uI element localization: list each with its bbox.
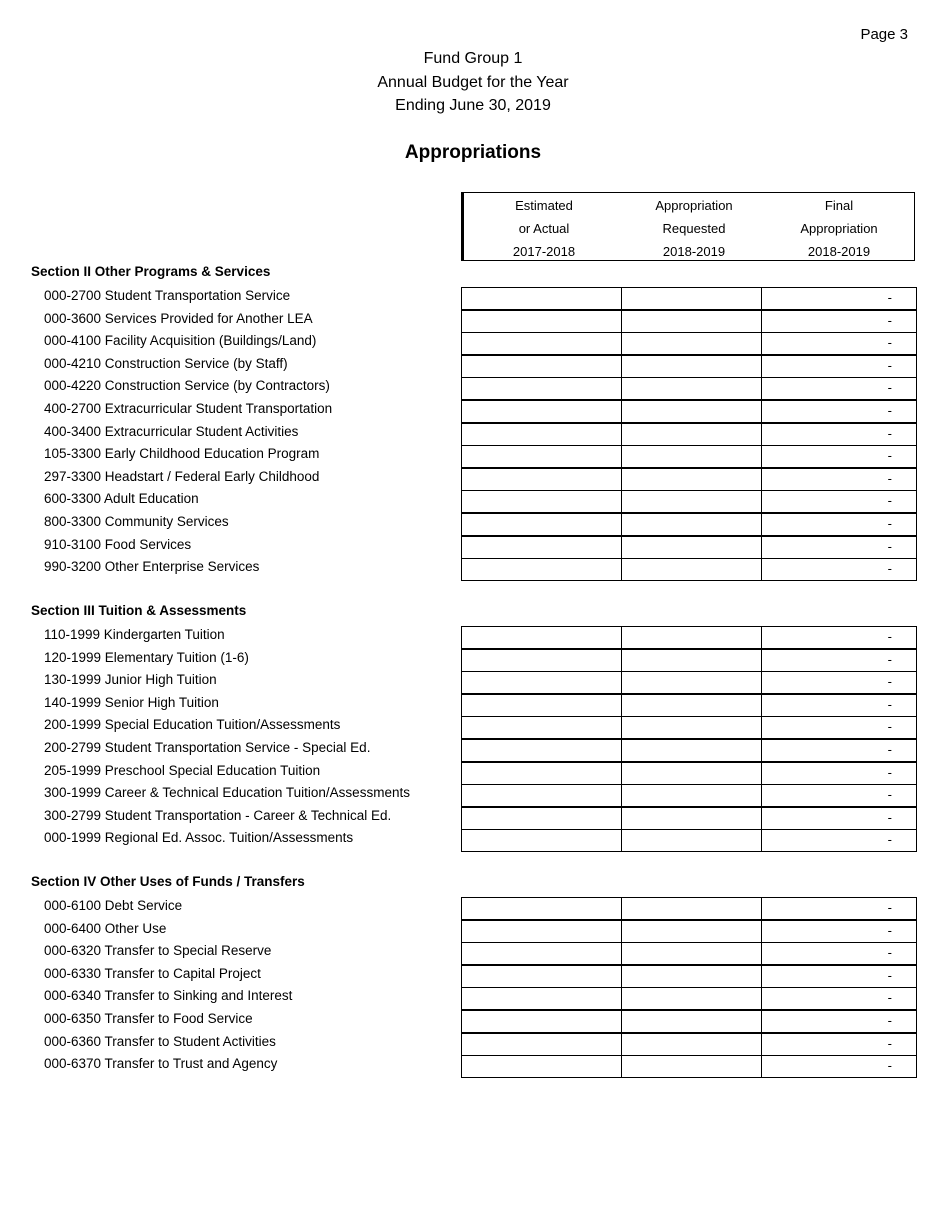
requested-cell[interactable] bbox=[622, 966, 762, 987]
row-cells bbox=[461, 377, 917, 400]
estimated-cell[interactable] bbox=[462, 491, 622, 512]
row-cells bbox=[461, 920, 917, 943]
row-cells bbox=[461, 490, 917, 513]
final-appropriation-cell[interactable]: - bbox=[887, 335, 892, 351]
budget-row bbox=[0, 310, 950, 333]
estimated-cell[interactable] bbox=[462, 559, 622, 580]
final-appropriation-cell[interactable]: - bbox=[887, 1035, 892, 1051]
estimated-cell[interactable] bbox=[462, 650, 622, 671]
row-cells bbox=[461, 332, 917, 355]
requested-cell[interactable] bbox=[622, 627, 762, 648]
final-appropriation-cell[interactable]: - bbox=[887, 290, 892, 305]
row-cells bbox=[461, 310, 917, 333]
row-cells bbox=[461, 468, 917, 491]
requested-cell[interactable] bbox=[622, 650, 762, 671]
final-appropriation-cell[interactable]: - bbox=[887, 990, 892, 1006]
budget-row bbox=[0, 445, 950, 468]
requested-cell[interactable] bbox=[622, 333, 762, 354]
column-header-requested bbox=[624, 193, 764, 260]
header-line-3: Ending June 30, 2019 bbox=[395, 97, 551, 114]
row-cells bbox=[461, 1010, 917, 1033]
row-cells bbox=[461, 739, 917, 762]
row-cells bbox=[461, 987, 917, 1010]
estimated-cell[interactable] bbox=[462, 921, 622, 942]
row-label: 297-3300 Headstart / Federal Early Childhood bbox=[44, 468, 320, 484]
final-appropriation-cell[interactable]: - bbox=[887, 312, 892, 328]
final-appropriation-cell[interactable]: - bbox=[887, 945, 892, 961]
requested-cell[interactable] bbox=[622, 1011, 762, 1032]
row-label: 300-2799 Student Transportation - Career & Technical Ed. bbox=[44, 807, 392, 823]
row-cells bbox=[461, 649, 917, 672]
requested-cell[interactable] bbox=[622, 311, 762, 332]
final-appropriation-cell[interactable]: - bbox=[887, 561, 892, 577]
budget-row bbox=[0, 287, 950, 310]
row-label: 990-3200 Other Enterprise Services bbox=[44, 559, 260, 575]
budget-row bbox=[0, 965, 950, 988]
row-cells bbox=[461, 536, 917, 559]
final-appropriation-cell[interactable]: - bbox=[887, 448, 892, 464]
final-appropriation-cell[interactable]: - bbox=[887, 832, 892, 848]
requested-cell[interactable] bbox=[622, 695, 762, 716]
row-cells bbox=[461, 897, 917, 920]
budget-row bbox=[0, 513, 950, 536]
estimated-cell[interactable] bbox=[462, 514, 622, 535]
requested-cell[interactable] bbox=[622, 808, 762, 829]
row-cells bbox=[461, 762, 917, 785]
requested-cell[interactable] bbox=[622, 378, 762, 399]
column-header-line: Estimated bbox=[515, 198, 573, 213]
row-cells bbox=[461, 965, 917, 988]
budget-row bbox=[0, 784, 950, 807]
header-line-1: Fund Group 1 bbox=[423, 50, 523, 67]
requested-cell[interactable] bbox=[622, 1056, 762, 1077]
final-appropriation-cell[interactable]: - bbox=[887, 787, 892, 803]
page-number: Page 3 bbox=[860, 26, 908, 43]
row-label: 200-2799 Student Transportation Service - Special Ed. bbox=[44, 740, 371, 755]
estimated-cell[interactable] bbox=[462, 627, 622, 648]
requested-cell[interactable] bbox=[622, 469, 762, 490]
budget-row bbox=[0, 649, 950, 672]
estimated-cell[interactable] bbox=[462, 537, 622, 558]
requested-cell[interactable] bbox=[622, 763, 762, 784]
row-label: 130-1999 Junior High Tuition bbox=[44, 672, 217, 688]
budget-row bbox=[0, 423, 950, 446]
requested-cell[interactable] bbox=[622, 491, 762, 512]
estimated-cell[interactable] bbox=[462, 763, 622, 784]
final-appropriation-cell[interactable]: - bbox=[887, 516, 892, 531]
row-cells bbox=[461, 513, 917, 536]
row-label: 000-6340 Transfer to Sinking and Interest bbox=[44, 988, 293, 1004]
estimated-cell[interactable] bbox=[462, 378, 622, 399]
column-header-line: Appropriation bbox=[800, 221, 878, 236]
row-label: 105-3300 Early Childhood Education Program bbox=[44, 446, 320, 462]
estimated-cell[interactable] bbox=[462, 1011, 622, 1032]
requested-cell[interactable] bbox=[622, 988, 762, 1009]
budget-row bbox=[0, 377, 950, 400]
estimated-cell[interactable] bbox=[462, 401, 622, 422]
budget-row bbox=[0, 942, 950, 965]
column-header-line: Requested bbox=[662, 221, 726, 236]
row-cells bbox=[461, 355, 917, 378]
budget-row bbox=[0, 1033, 950, 1056]
estimated-cell[interactable] bbox=[462, 717, 622, 738]
requested-cell[interactable] bbox=[622, 740, 762, 761]
row-cells bbox=[461, 829, 917, 852]
estimated-cell[interactable] bbox=[462, 469, 622, 490]
final-appropriation-cell[interactable]: - bbox=[887, 470, 892, 486]
row-label: 000-2700 Student Transportation Service bbox=[44, 288, 291, 303]
final-appropriation-cell[interactable]: - bbox=[887, 696, 892, 712]
budget-row bbox=[0, 355, 950, 378]
requested-cell[interactable] bbox=[622, 559, 762, 580]
estimated-cell[interactable] bbox=[462, 740, 622, 761]
row-label: 800-3300 Community Services bbox=[44, 514, 229, 529]
requested-cell[interactable] bbox=[622, 514, 762, 535]
column-header-line: Final bbox=[824, 198, 854, 213]
budget-row bbox=[0, 626, 950, 649]
final-appropriation-cell[interactable]: - bbox=[887, 629, 892, 644]
page-title: Appropriations bbox=[404, 142, 542, 163]
budget-row bbox=[0, 671, 950, 694]
budget-row bbox=[0, 920, 950, 943]
budget-row bbox=[0, 536, 950, 559]
row-label: 600-3300 Adult Education bbox=[44, 491, 199, 507]
requested-cell[interactable] bbox=[622, 356, 762, 377]
row-label: 000-3600 Services Provided for Another LEA bbox=[44, 310, 313, 326]
requested-cell[interactable] bbox=[622, 672, 762, 693]
final-appropriation-cell[interactable]: - bbox=[887, 1058, 892, 1074]
row-label: 000-6320 Transfer to Special Reserve bbox=[44, 943, 272, 959]
final-appropriation-cell[interactable]: - bbox=[887, 493, 892, 509]
budget-row bbox=[0, 1010, 950, 1033]
final-appropriation-cell[interactable]: - bbox=[887, 922, 892, 938]
estimated-cell[interactable] bbox=[462, 672, 622, 693]
final-appropriation-cell[interactable]: - bbox=[887, 403, 892, 418]
requested-cell[interactable] bbox=[622, 785, 762, 806]
budget-row bbox=[0, 332, 950, 355]
budget-row bbox=[0, 987, 950, 1010]
section-title: Section III Tuition & Assessments bbox=[31, 603, 247, 618]
row-label: 000-6360 Transfer to Student Activities bbox=[44, 1033, 276, 1049]
estimated-cell[interactable] bbox=[462, 424, 622, 445]
final-appropriation-cell[interactable]: - bbox=[887, 538, 892, 554]
row-label: 140-1999 Senior High Tuition bbox=[44, 694, 219, 710]
estimated-cell[interactable] bbox=[462, 785, 622, 806]
row-cells bbox=[461, 671, 917, 694]
final-appropriation-cell[interactable]: - bbox=[887, 651, 892, 667]
requested-cell[interactable] bbox=[622, 446, 762, 467]
requested-cell[interactable] bbox=[622, 921, 762, 942]
final-appropriation-cell[interactable]: - bbox=[887, 1013, 892, 1028]
row-cells bbox=[461, 784, 917, 807]
final-appropriation-cell[interactable]: - bbox=[887, 357, 892, 373]
requested-cell[interactable] bbox=[622, 943, 762, 964]
row-label: 400-2700 Extracurricular Student Transportation bbox=[44, 401, 333, 416]
requested-cell[interactable] bbox=[622, 424, 762, 445]
column-header-line: Appropriation bbox=[655, 198, 733, 213]
row-label: 300-1999 Career & Technical Education Tuition/Assessments bbox=[44, 785, 410, 801]
requested-cell[interactable] bbox=[622, 537, 762, 558]
final-appropriation-cell[interactable]: - bbox=[887, 674, 892, 690]
final-appropriation-cell[interactable]: - bbox=[887, 425, 892, 441]
row-label: 110-1999 Kindergarten Tuition bbox=[44, 627, 225, 642]
row-label: 000-4100 Facility Acquisition (Buildings/Land) bbox=[44, 333, 317, 349]
row-label: 400-3400 Extracurricular Student Activities bbox=[44, 423, 299, 439]
final-appropriation-cell[interactable]: - bbox=[887, 967, 892, 983]
header-line-2: Annual Budget for the Year bbox=[377, 73, 569, 91]
row-cells bbox=[461, 445, 917, 468]
row-label: 000-6400 Other Use bbox=[44, 920, 167, 936]
row-cells bbox=[461, 716, 917, 739]
budget-row bbox=[0, 762, 950, 785]
estimated-cell[interactable] bbox=[462, 333, 622, 354]
estimated-cell[interactable] bbox=[462, 356, 622, 377]
column-header-line: 2018-2019 bbox=[807, 244, 871, 259]
row-cells bbox=[461, 423, 917, 446]
requested-cell[interactable] bbox=[622, 1034, 762, 1055]
budget-row bbox=[0, 897, 950, 920]
estimated-cell[interactable] bbox=[462, 446, 622, 467]
budget-row bbox=[0, 694, 950, 717]
final-appropriation-cell[interactable]: - bbox=[887, 742, 892, 757]
estimated-cell[interactable] bbox=[462, 288, 622, 309]
row-label: 000-6370 Transfer to Trust and Agency bbox=[44, 1056, 278, 1072]
row-cells bbox=[461, 558, 917, 581]
fund-header bbox=[0, 47, 946, 118]
budget-row bbox=[0, 558, 950, 581]
budget-row bbox=[0, 829, 950, 852]
requested-cell[interactable] bbox=[622, 401, 762, 422]
estimated-cell[interactable] bbox=[462, 943, 622, 964]
row-cells bbox=[461, 626, 917, 649]
row-cells bbox=[461, 807, 917, 830]
budget-row bbox=[0, 807, 950, 830]
final-appropriation-cell[interactable]: - bbox=[887, 809, 892, 825]
row-cells bbox=[461, 400, 917, 423]
budget-row bbox=[0, 739, 950, 762]
row-label: 200-1999 Special Education Tuition/Assessments bbox=[44, 717, 341, 733]
column-header-line: or Actual bbox=[518, 221, 570, 236]
budget-row bbox=[0, 400, 950, 423]
row-cells bbox=[461, 1055, 917, 1078]
column-header-box bbox=[461, 192, 915, 261]
estimated-cell[interactable] bbox=[462, 1034, 622, 1055]
budget-row bbox=[0, 468, 950, 491]
estimated-cell[interactable] bbox=[462, 966, 622, 987]
row-label: 000-6350 Transfer to Food Service bbox=[44, 1011, 253, 1026]
budget-row bbox=[0, 716, 950, 739]
requested-cell[interactable] bbox=[622, 898, 762, 919]
row-cells bbox=[461, 287, 917, 310]
row-cells bbox=[461, 942, 917, 965]
budget-row bbox=[0, 490, 950, 513]
row-label: 000-4210 Construction Service (by Staff) bbox=[44, 355, 288, 371]
section-title: Section II Other Programs & Services bbox=[31, 264, 271, 279]
row-label: 205-1999 Preschool Special Education Tuition bbox=[44, 762, 321, 778]
final-appropriation-cell[interactable]: - bbox=[887, 380, 892, 396]
requested-cell[interactable] bbox=[622, 288, 762, 309]
column-header-line: 2017-2018 bbox=[512, 244, 576, 259]
estimated-cell[interactable] bbox=[462, 898, 622, 919]
row-label: 000-4220 Construction Service (by Contractors) bbox=[44, 378, 330, 394]
row-label: 000-1999 Regional Ed. Assoc. Tuition/Assessments bbox=[44, 830, 354, 846]
final-appropriation-cell[interactable]: - bbox=[887, 719, 892, 735]
final-appropriation-cell[interactable]: - bbox=[887, 764, 892, 780]
row-label: 910-3100 Food Services bbox=[44, 536, 192, 552]
budget-row bbox=[0, 1055, 950, 1078]
estimated-cell[interactable] bbox=[462, 988, 622, 1009]
estimated-cell[interactable] bbox=[462, 695, 622, 716]
column-header-final bbox=[764, 193, 914, 260]
row-label: 000-6100 Debt Service bbox=[44, 898, 183, 913]
row-label: 000-6330 Transfer to Capital Project bbox=[44, 965, 261, 981]
column-header-line: 2018-2019 bbox=[662, 244, 726, 259]
requested-cell[interactable] bbox=[622, 830, 762, 851]
column-header-estimated bbox=[464, 193, 624, 260]
estimated-cell[interactable] bbox=[462, 311, 622, 332]
section-title: Section IV Other Uses of Funds / Transfers bbox=[31, 874, 305, 889]
final-appropriation-cell[interactable]: - bbox=[887, 900, 892, 915]
estimated-cell[interactable] bbox=[462, 830, 622, 851]
estimated-cell[interactable] bbox=[462, 1056, 622, 1077]
requested-cell[interactable] bbox=[622, 717, 762, 738]
row-cells bbox=[461, 694, 917, 717]
estimated-cell[interactable] bbox=[462, 808, 622, 829]
row-label: 120-1999 Elementary Tuition (1-6) bbox=[44, 649, 249, 665]
row-cells bbox=[461, 1033, 917, 1056]
